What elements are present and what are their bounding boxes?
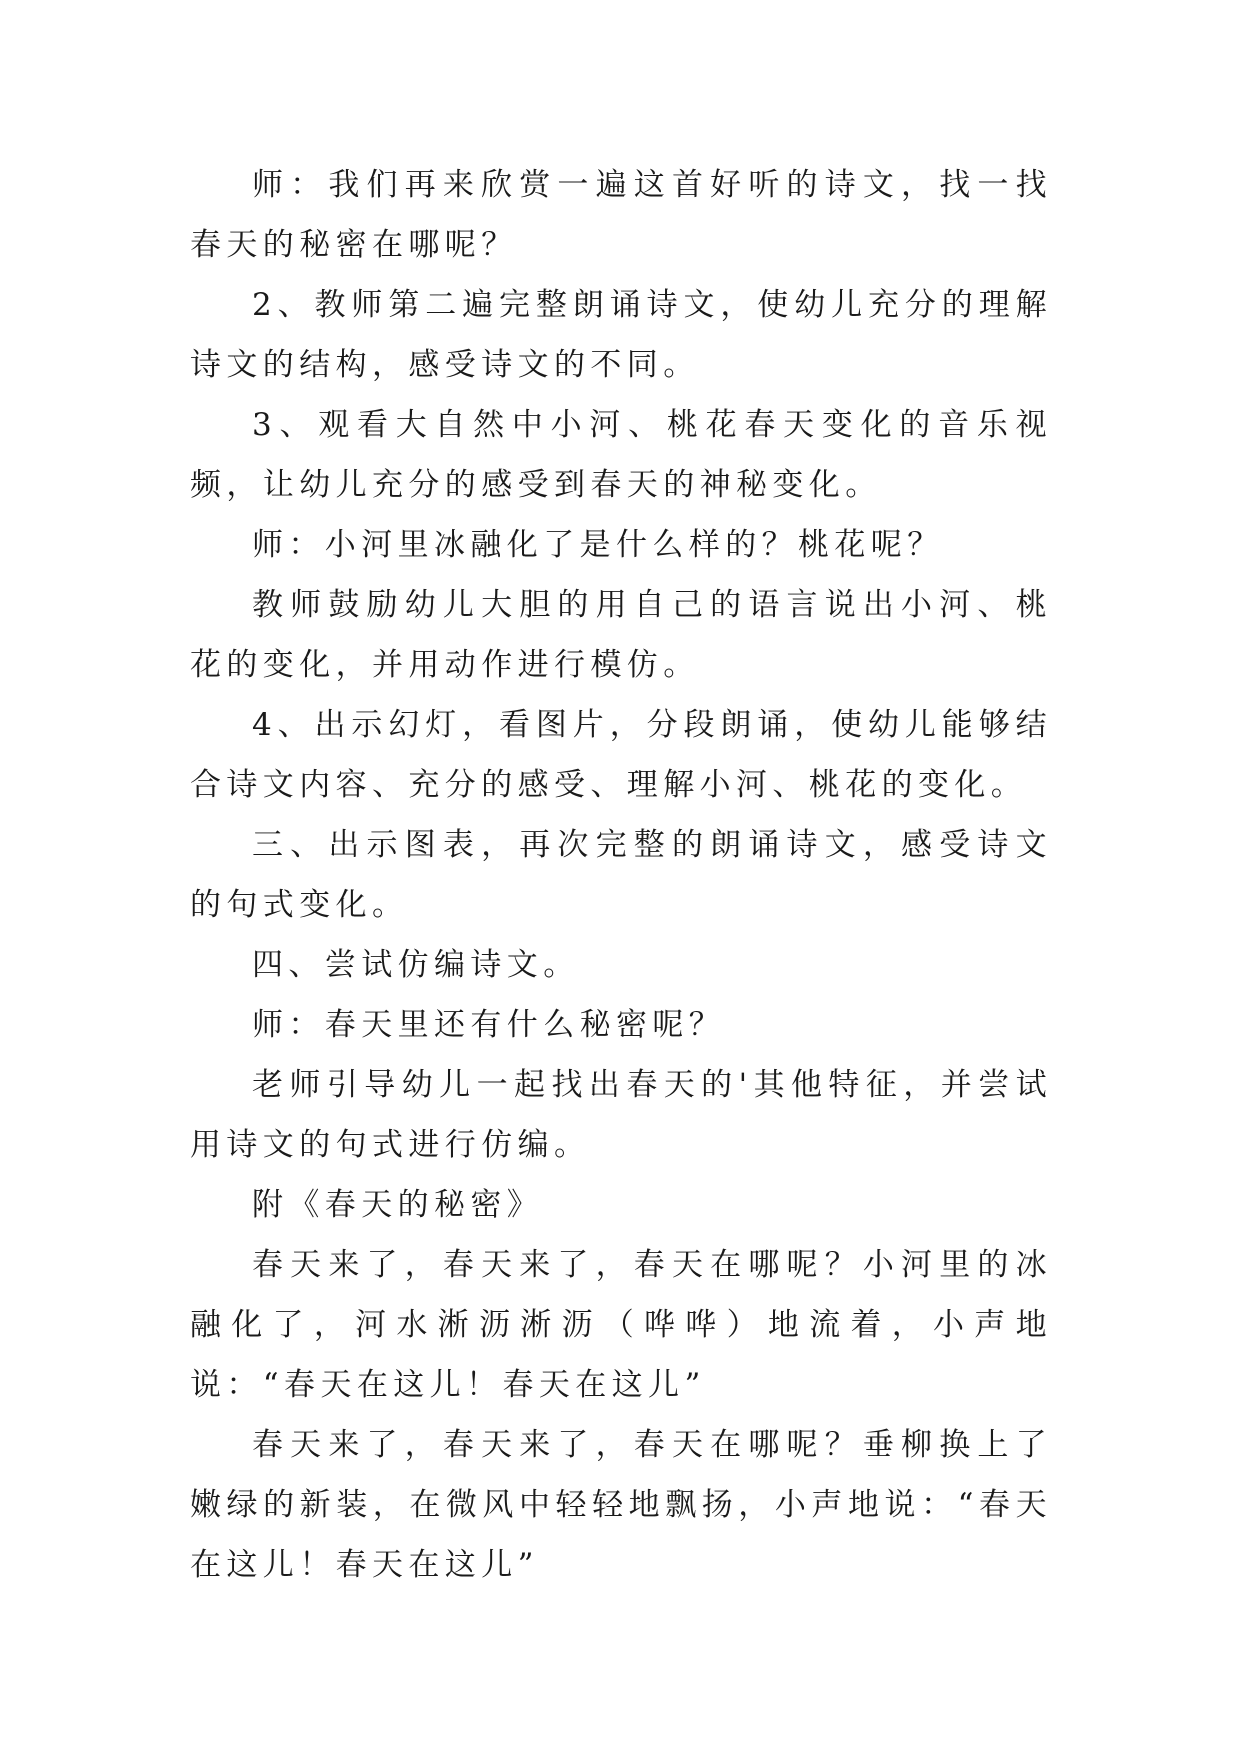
- document-body: [190, 155, 1052, 1595]
- paragraph-step-3: 3、观看大自然中小河、桃花春天变化的音乐视频，让幼儿充分的感受到春天的神秘变化。: [190, 407, 1052, 503]
- paragraph-poem-stanza-1: 春天来了，春天来了，春天在哪呢？小河里的冰融化了，河水淅沥淅沥（哗哗）地流着，小声地说：“春天在这儿！春天在这儿”: [190, 1247, 1052, 1403]
- paragraph-teacher-secret-question: 师：春天里还有什么秘密呢？: [252, 1007, 726, 1043]
- paragraph-step-4: 4、出示幻灯，看图片，分段朗诵，使幼儿能够结合诗文内容、充分的感受、理解小河、桃花的变化。: [190, 707, 1052, 803]
- paragraph-section-3: 三、出示图表，再次完整的朗诵诗文，感受诗文的句式变化。: [190, 827, 1052, 923]
- paragraph-teacher-river-question: 师：小河里冰融化了是什么样的？桃花呢？: [252, 527, 944, 563]
- paragraph-teacher-question: 师：我们再来欣赏一遍这首好听的诗文，找一找春天的秘密在哪呢？: [190, 167, 1052, 263]
- paragraph-step-2: 2、教师第二遍完整朗诵诗文，使幼儿充分的理解诗文的结构，感受诗文的不同。: [190, 287, 1052, 383]
- paragraph-teacher-encourage: 教师鼓励幼儿大胆的用自己的语言说出小河、桃花的变化，并用动作进行模仿。: [190, 587, 1052, 683]
- paragraph-appendix-title: 附《春天的秘密》: [252, 1187, 544, 1223]
- paragraph-poem-stanza-2: 春天来了，春天来了，春天在哪呢？垂柳换上了嫩绿的新装，在微风中轻轻地飘扬，小声地说：“春天在这儿！春天在这儿”: [190, 1427, 1052, 1583]
- paragraph-section-4: 四、尝试仿编诗文。: [252, 947, 580, 983]
- paragraph-teacher-guide: 老师引导幼儿一起找出春天的'其他特征，并尝试用诗文的句式进行仿编。: [190, 1067, 1052, 1163]
